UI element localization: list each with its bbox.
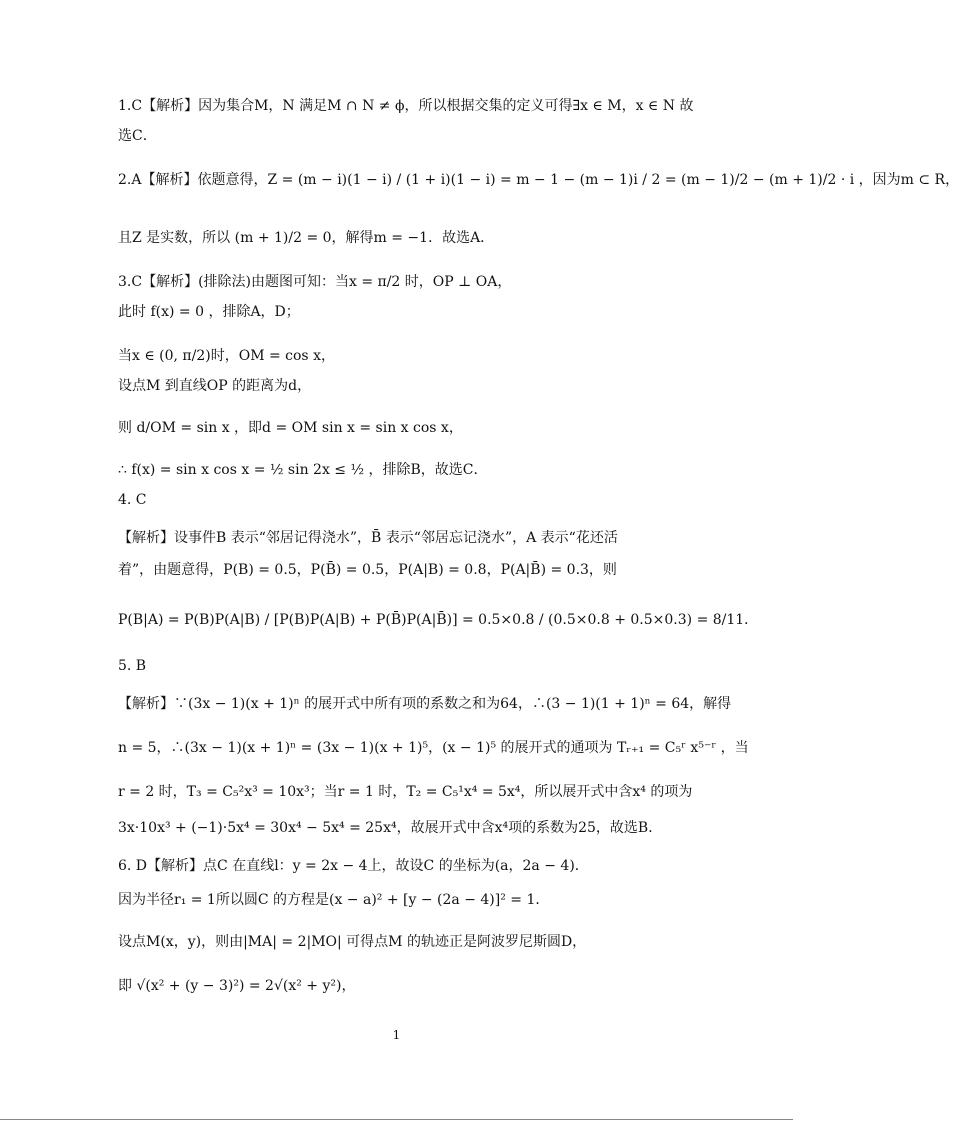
text-line: 选C． <box>118 128 157 144</box>
text-line: 因为半径r₁ = 1所以圆C 的方程是(x − a)² + [y − (2a − 4)]² = 1． <box>118 892 550 908</box>
text-line: 着”，由题意得，P(B) = 0.5，P(B̄) = 0.5，P(A|B) = 0.8，P(A|B̄) = 0.3，则 <box>118 562 617 578</box>
text-line: P(B|A) = P(B)P(A|B) / [P(B)P(A|B) + P(B̄)P(A|B̄)] = 0.5×0.8 / (0.5×0.8 + 0.5×0.3) = 8/11． <box>118 612 759 628</box>
text-line: 此时 f(x) = 0 ，排除A，D； <box>118 304 300 320</box>
text-line: 3x·10x³ + (−1)·5x⁴ = 30x⁴ − 5x⁴ = 25x⁴，故展开式中含x⁴项的系数为25，故选B． <box>118 820 663 836</box>
text-line: 且Z 是实数，所以 (m + 1)/2 = 0，解得m = −1．故选A． <box>118 230 495 246</box>
text-line: 2.A【解析】依题意得，Z = (m − i)(1 − i) / (1 + i)(1 − i) = m − 1 − (m − 1)i / 2 = (m − 1)/2 − (m + 1)/2 · i ，因为m ⊂ R， <box>118 172 959 188</box>
text-line: 即 √(x² + (y − 3)²) = 2√(x² + y²)， <box>118 978 356 994</box>
text-line: 设点M(x，y)，则由|MA| = 2|MO| 可得点M 的轨迹正是阿波罗尼斯圆D， <box>118 934 587 950</box>
text-line: ∴ f(x) = sin x cos x = ½ sin 2x ≤ ½ ，排除B，故选C． <box>118 462 488 478</box>
text-line: 4. C <box>118 492 147 508</box>
page-bottom-rule <box>0 1119 793 1120</box>
text-line: 3.C【解析】(排除法)由题图可知：当x = π/2 时，OP ⊥ OA， <box>118 274 512 290</box>
text-line: 【解析】设事件B 表示“邻居记得浇水”，B̄ 表示“邻居忘记浇水”，A 表示“花还活 <box>118 530 618 546</box>
text-line: 则 d/OM = sin x ，即d = OM sin x = sin x cos x， <box>118 420 463 436</box>
text-line: n = 5，∴(3x − 1)(x + 1)ⁿ = (3x − 1)(x + 1)⁵，(x − 1)⁵ 的展开式的通项为 Tᵣ₊₁ = C₅ʳ x⁵⁻ʳ ，当 <box>118 740 749 756</box>
text-line: 5. B <box>118 658 147 674</box>
text-line: 【解析】∵(3x − 1)(x + 1)ⁿ 的展开式中所有项的系数之和为64，∴(3 − 1)(1 + 1)ⁿ = 64，解得 <box>118 696 732 712</box>
text-line: 设点M 到直线OP 的距离为d， <box>118 378 312 394</box>
text-line: 1.C【解析】因为集合M，N 满足M ∩ N ≠ ϕ，所以根据交集的定义可得∃x ∈ M，x ∈ N 故 <box>118 98 694 114</box>
text-line: 当x ∈ (0, π/2)时，OM = cos x， <box>118 348 335 364</box>
text-line: 6. D【解析】点C 在直线l：y = 2x − 4上，故设C 的坐标为(a，2a − 4)． <box>118 858 589 874</box>
text-line: r = 2 时，T₃ = C₅²x³ = 10x³；当r = 1 时，T₂ = C₅¹x⁴ = 5x⁴，所以展开式中含x⁴ 的项为 <box>118 784 693 800</box>
page-number: 1 <box>392 1028 401 1042</box>
